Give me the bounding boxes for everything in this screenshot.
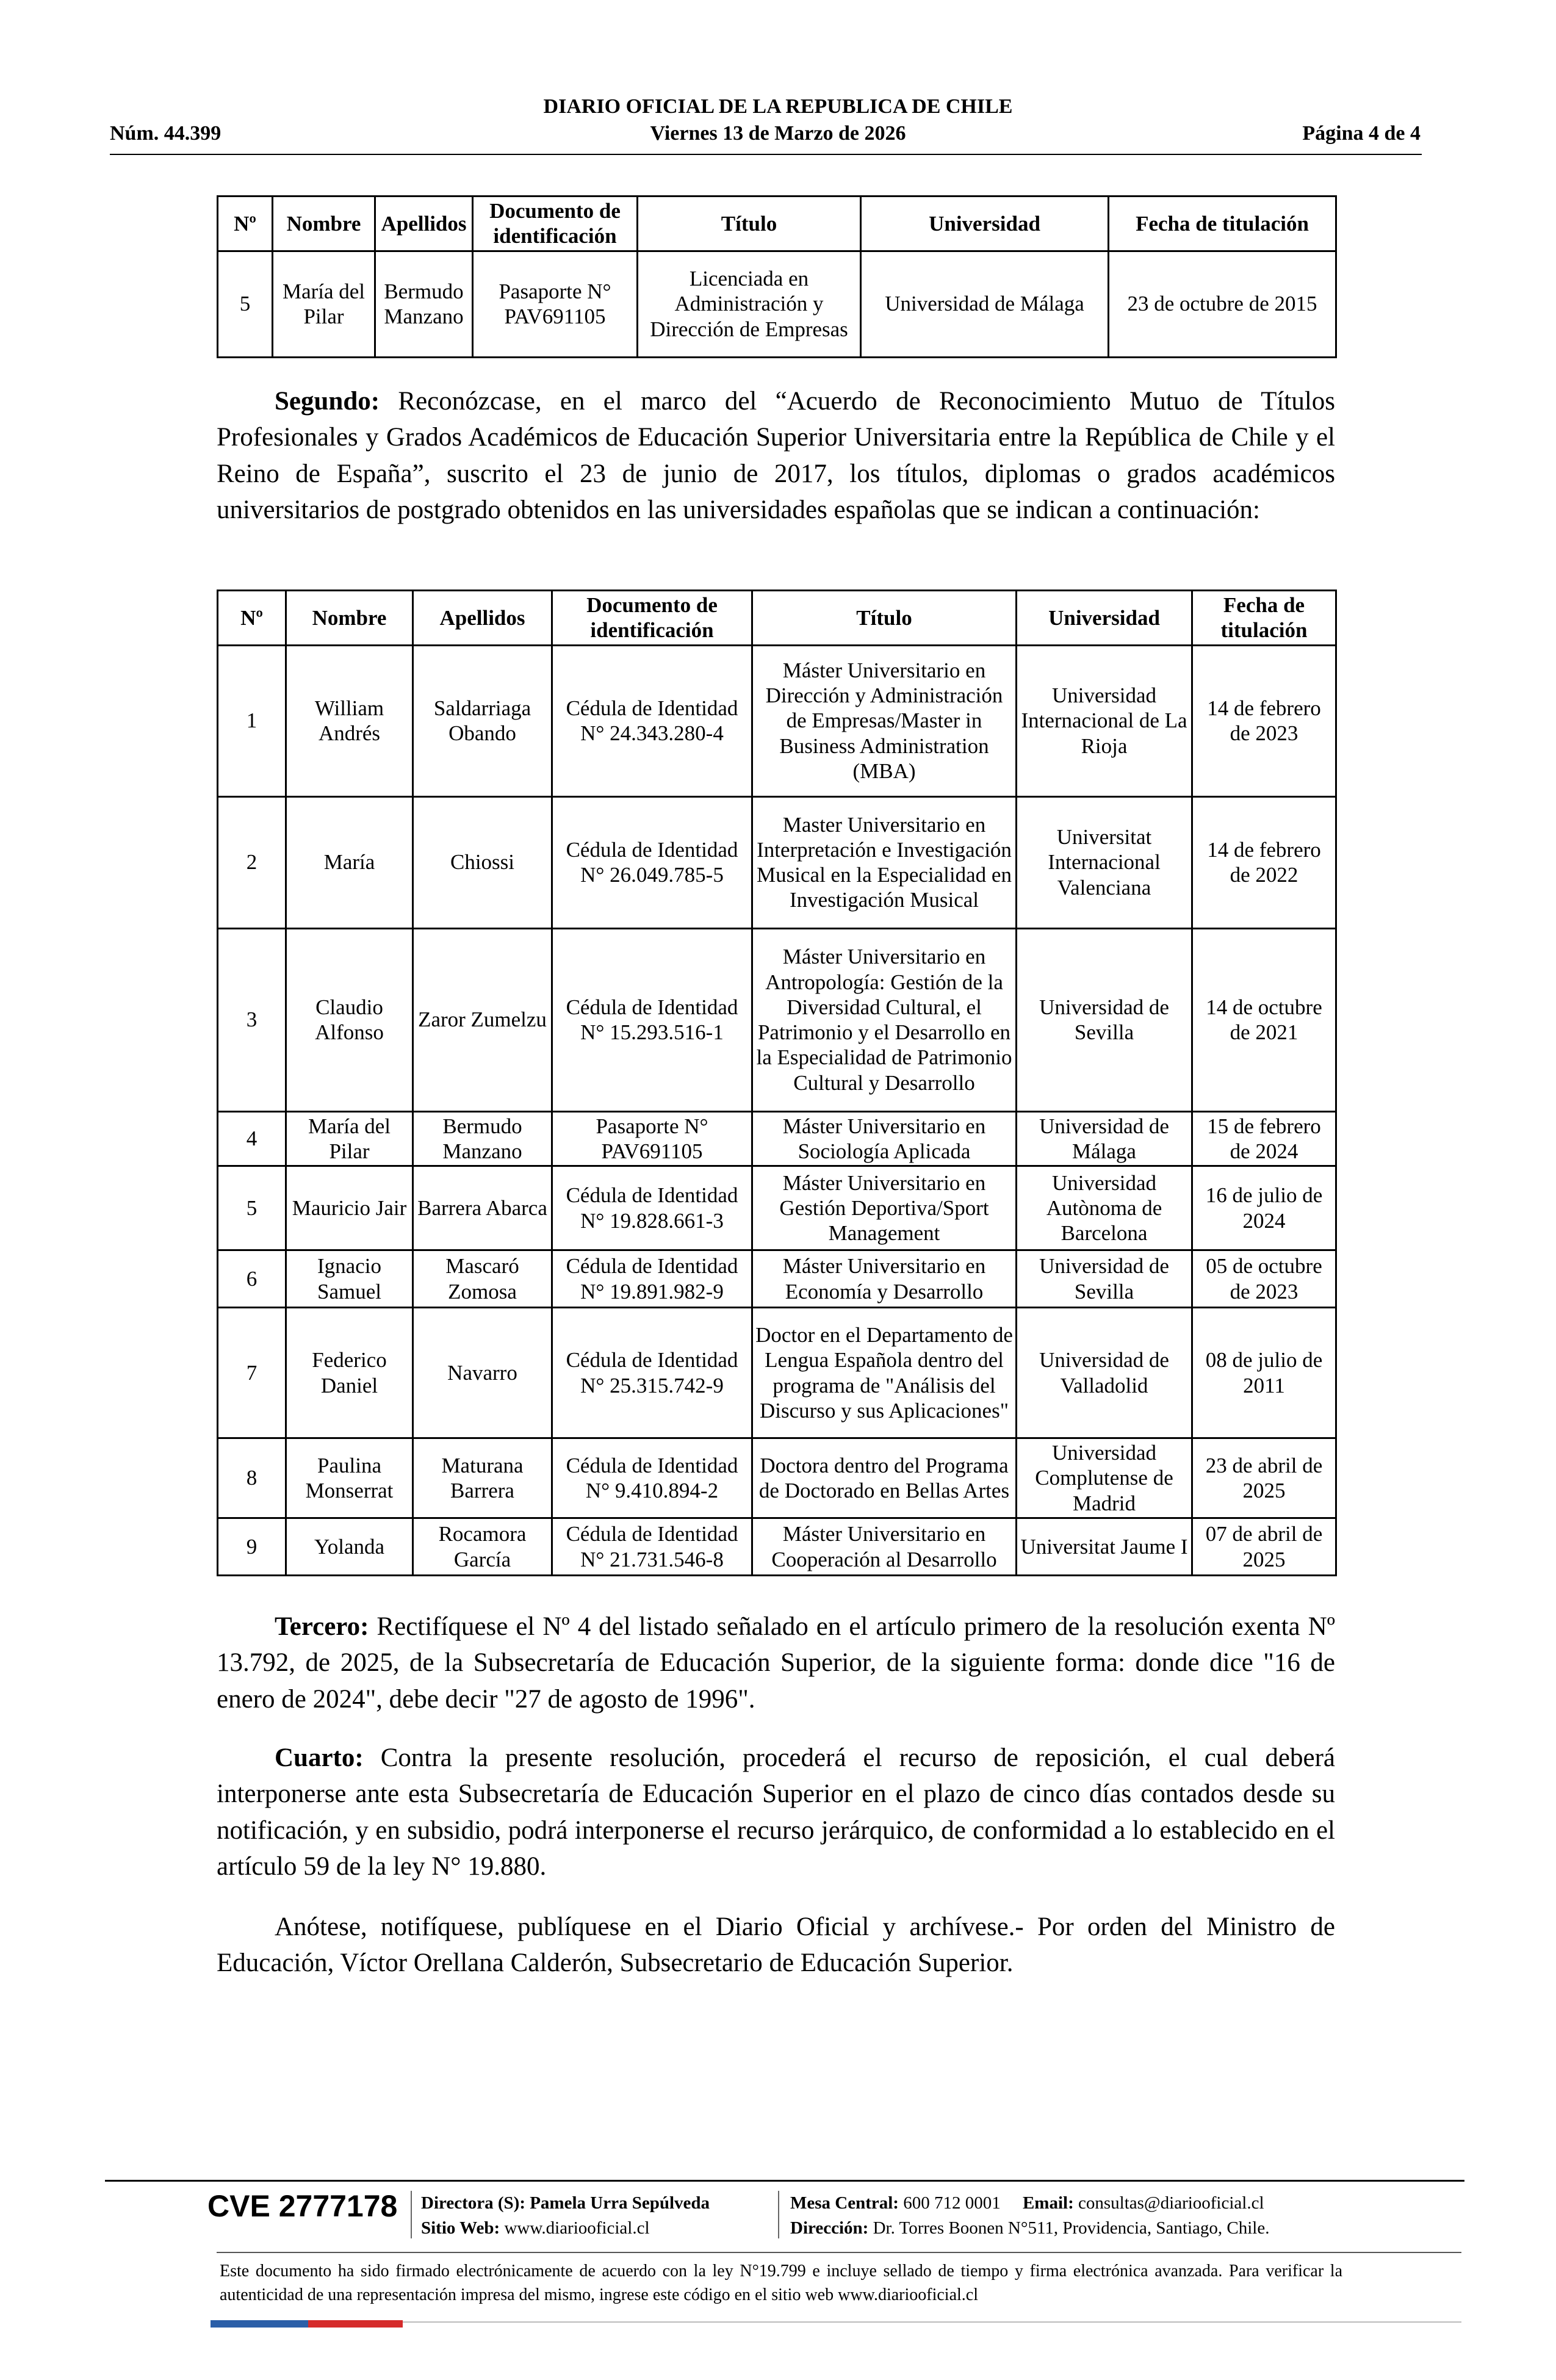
previous-titles-table (217, 195, 1337, 358)
table-cell: Doctora dentro del Programa de Doctorado en Bellas Artes (752, 1438, 1017, 1518)
table-cell: 15 de febrero de 2024 (1192, 1111, 1336, 1166)
footer-separator (411, 2191, 412, 2238)
cuarto-paragraph (217, 1740, 1335, 1884)
table-cell: María del Pilar (273, 251, 375, 357)
table-cell: 16 de julio de 2024 (1192, 1166, 1336, 1250)
cve-code: CVE 2777178 (207, 2189, 398, 2223)
table-cell: Universidad de Málaga (1017, 1111, 1192, 1166)
column-header: Título (638, 197, 861, 251)
column-header: Nº (218, 197, 273, 251)
table-cell: 3 (218, 928, 286, 1111)
table-cell: 5 (218, 251, 273, 357)
table-cell: Zaror Zumelzu (413, 928, 552, 1111)
table-row (218, 1308, 1336, 1438)
address-label: Dirección: (790, 2218, 869, 2238)
table-cell: Federico Daniel (286, 1308, 413, 1438)
table-header-row (218, 591, 1336, 646)
issue-date: Viernes 13 de Marzo de 2026 (650, 122, 906, 145)
tercero-text: Rectifíquese el Nº 4 del listado señalado en el artículo primero de la resolución exenta Nº 13.792, de 2025, de la Subsecretaría de Educación Superior, de la siguiente forma: donde dice "16 de enero de 2024", debe decir "27 de agosto de 1996". (217, 1612, 1335, 1714)
table-cell: Máster Universitario en Antropología: Gestión de la Diversidad Cultural, el Patrimonio y el Desarrollo en la Especialidad de Patrimonio Cultural y Desarrollo (752, 928, 1017, 1111)
table-cell: Ignacio Samuel (286, 1250, 413, 1308)
table-row (218, 928, 1336, 1111)
table-cell: Licenciada en Administración y Dirección de Empresas (638, 251, 861, 357)
closing-paragraph (217, 1909, 1335, 1982)
table-cell: Navarro (413, 1308, 552, 1438)
footer-contact-right (790, 2191, 1269, 2240)
table-cell: Maturana Barrera (413, 1438, 552, 1518)
column-header: Universidad (861, 197, 1109, 251)
table-cell: 8 (218, 1438, 286, 1518)
flag-blue-bar (211, 2320, 308, 2328)
table-cell: 05 de octubre de 2023 (1192, 1250, 1336, 1308)
column-header: Fecha de titulación (1109, 197, 1336, 251)
table-cell: Pasaporte N° PAV691105 (552, 1111, 752, 1166)
table-cell: Mascaró Zomosa (413, 1250, 552, 1308)
table-row (218, 251, 1336, 357)
table-cell: Master Universitario en Interpretación e Investigación Musical en la Especialidad en Investigación Musical (752, 796, 1017, 928)
table-cell: 7 (218, 1308, 286, 1438)
table-cell: Cédula de Identidad N° 26.049.785-5 (552, 796, 752, 928)
phone-value: 600 712 0001 (903, 2193, 1001, 2213)
address-value: Dr. Torres Boonen N°511, Providencia, Santiago, Chile. (873, 2218, 1270, 2238)
table-cell: Universidad de Sevilla (1017, 928, 1192, 1111)
footer-separator (778, 2191, 779, 2238)
column-header: Nombre (286, 591, 413, 646)
page-number: Página 4 de 4 (1302, 122, 1421, 145)
table-cell: 23 de abril de 2025 (1192, 1438, 1336, 1518)
recognized-titles-table (217, 590, 1337, 1576)
footer-divider (105, 2180, 1464, 2182)
email-label: Email: (1022, 2193, 1074, 2213)
director-label: Directora (S): Pamela Urra Sepúlveda (421, 2193, 710, 2213)
table-row (218, 1518, 1336, 1576)
phone-label: Mesa Central: (790, 2193, 899, 2213)
email-link[interactable]: consultas@diariooficial.cl (1078, 2193, 1264, 2213)
table-cell: Bermudo Manzano (375, 251, 473, 357)
gazette-title: DIARIO OFICIAL DE LA REPUBLICA DE CHILE (543, 95, 1013, 118)
table-cell: Cédula de Identidad N° 9.410.894-2 (552, 1438, 752, 1518)
column-header: Documento de identificación (552, 591, 752, 646)
table-row (218, 1166, 1336, 1250)
table-cell: María (286, 796, 413, 928)
table-cell: Bermudo Manzano (413, 1111, 552, 1166)
table-cell: Barrera Abarca (413, 1166, 552, 1250)
table-cell: Universidad de Valladolid (1017, 1308, 1192, 1438)
table-cell: 6 (218, 1250, 286, 1308)
table-cell: Universitat Jaume I (1017, 1518, 1192, 1576)
column-header: Fecha de titulación (1192, 591, 1336, 646)
segundo-text: Reconózcase, en el marco del “Acuerdo de Reconocimiento Mutuo de Títulos Profesionales y Grados Académicos de Educación Superior Universitaria entre la República de Chile y el Reino de España”, suscrito el 23 de junio de 2017, los títulos, diplomas o grados académicos universitarios de postgrado obtenidos en las universidades españolas que se indican a continuación: (217, 387, 1336, 524)
column-header: Universidad (1017, 591, 1192, 646)
table-cell: Doctor en el Departamento de Lengua Española dentro del programa de "Análisis del Discurso y sus Aplicaciones" (752, 1308, 1017, 1438)
table-cell: 1 (218, 645, 286, 796)
table-cell: Universidad Autònoma de Barcelona (1017, 1166, 1192, 1250)
table-cell: 2 (218, 796, 286, 928)
table-cell: Claudio Alfonso (286, 928, 413, 1111)
table-row (218, 1250, 1336, 1308)
table-cell: Yolanda (286, 1518, 413, 1576)
flag-red-bar (308, 2320, 403, 2328)
closing-text: Anótese, notifíquese, publíquese en el Diario Oficial y archívese.- Por orden del Ministro de Educación, Víctor Orellana Calderón, Subsecretario de Educación Superior. (217, 1913, 1335, 1978)
table-cell: Paulina Monserrat (286, 1438, 413, 1518)
table-cell: Máster Universitario en Economía y Desarrollo (752, 1250, 1017, 1308)
tercero-paragraph (217, 1609, 1335, 1717)
table-row (218, 645, 1336, 796)
column-header: Nombre (273, 197, 375, 251)
table-header-row (218, 197, 1336, 251)
footer-note-divider (217, 2252, 1461, 2253)
table-cell: Máster Universitario en Cooperación al Desarrollo (752, 1518, 1017, 1576)
table-cell: Chiossi (413, 796, 552, 928)
footer-bottom-line (217, 2321, 1461, 2323)
table-cell: 4 (218, 1111, 286, 1166)
footer-contact-left (421, 2191, 710, 2240)
table-cell: Universidad de Málaga (861, 251, 1109, 357)
table-cell: 14 de febrero de 2022 (1192, 796, 1336, 928)
table-row (218, 1438, 1336, 1518)
table-cell: Cédula de Identidad N° 24.343.280-4 (552, 645, 752, 796)
table-cell: 14 de octubre de 2021 (1192, 928, 1336, 1111)
table-cell: Máster Universitario en Gestión Deportiva/Sport Management (752, 1166, 1017, 1250)
table-cell: William Andrés (286, 645, 413, 796)
table-cell: Máster Universitario en Sociología Aplicada (752, 1111, 1017, 1166)
table-cell: Pasaporte N° PAV691105 (473, 251, 638, 357)
table-cell: Cédula de Identidad N° 15.293.516-1 (552, 928, 752, 1111)
table-cell: 08 de julio de 2011 (1192, 1308, 1336, 1438)
table-cell: 23 de octubre de 2015 (1109, 251, 1336, 357)
table-cell: 9 (218, 1518, 286, 1576)
cuarto-label: Cuarto: (275, 1744, 364, 1772)
table-cell: 5 (218, 1166, 286, 1250)
cuarto-text: Contra la presente resolución, procederá el recurso de reposición, el cual deberá interponerse ante esta Subsecretaría de Educación Superior en el plazo de cinco días contados desde su notificación, y en subsidio, podrá interponerse el recurso jerárquico, de conformidad a lo establecido en el artículo 59 de la ley N° 19.880. (217, 1744, 1335, 1881)
table-cell: Universidad Complutense de Madrid (1017, 1438, 1192, 1518)
column-header: Nº (218, 591, 286, 646)
table-cell: Rocamora García (413, 1518, 552, 1576)
issue-number: Núm. 44.399 (110, 122, 222, 145)
table-cell: María del Pilar (286, 1111, 413, 1166)
column-header: Título (752, 591, 1017, 646)
web-link[interactable]: www.diariooficial.cl (504, 2218, 650, 2238)
table-cell: Máster Universitario en Dirección y Administración de Empresas/Master in Business Administration (MBA) (752, 645, 1017, 796)
web-label: Sitio Web: (421, 2218, 500, 2238)
tercero-label: Tercero: (275, 1612, 369, 1641)
table-cell: Universitat Internacional Valenciana (1017, 796, 1192, 928)
table-cell: Cédula de Identidad N° 19.891.982-9 (552, 1250, 752, 1308)
segundo-label: Segundo: (275, 387, 380, 416)
table-cell: 14 de febrero de 2023 (1192, 645, 1336, 796)
column-header: Apellidos (413, 591, 552, 646)
table-cell: Universidad Internacional de La Rioja (1017, 645, 1192, 796)
header-divider (110, 154, 1422, 155)
table-cell: Saldarriaga Obando (413, 645, 552, 796)
column-header: Apellidos (375, 197, 473, 251)
table-cell: Cédula de Identidad N° 21.731.546-8 (552, 1518, 752, 1576)
table-cell: Cédula de Identidad N° 19.828.661-3 (552, 1166, 752, 1250)
table-row (218, 796, 1336, 928)
table-cell: Cédula de Identidad N° 25.315.742-9 (552, 1308, 752, 1438)
column-header: Documento de identificación (473, 197, 638, 251)
table-row (218, 1111, 1336, 1166)
table-cell: Mauricio Jair (286, 1166, 413, 1250)
signature-note: Este documento ha sido firmado electrónicamente de acuerdo con la ley N°19.799 e incluye sellado de tiempo y firma electrónica avanzada. Para verificar la autenticidad de una representación impresa del mismo, ingrese este código en el sitio web www.diariooficial.cl (220, 2262, 1342, 2305)
segundo-paragraph (217, 383, 1335, 528)
table-cell: Universidad de Sevilla (1017, 1250, 1192, 1308)
table-cell: 07 de abril de 2025 (1192, 1518, 1336, 1576)
